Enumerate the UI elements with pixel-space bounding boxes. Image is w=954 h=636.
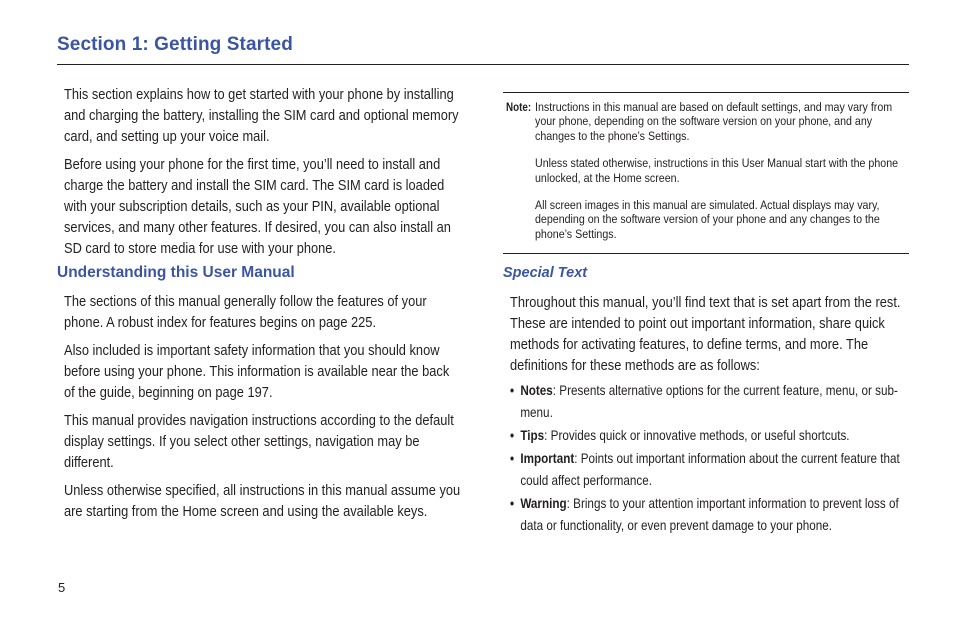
definitions-list: [510, 380, 910, 537]
title-divider: [57, 64, 909, 65]
note-paragraph: Instructions in this manual are based on default settings, and may vary from your phone, depending on the software version on your phone, and any changes to the phone’s Settings.: [535, 100, 893, 143]
list-item: [510, 425, 912, 447]
definition-text: : Points out important information about the current feature that could affect performance.: [520, 451, 900, 488]
intro-section: [64, 85, 464, 267]
definition-text: : Brings to your attention important information to prevent loss of data or functionality, or even prevent damage to your phone.: [520, 496, 899, 533]
special-intro-paragraph: Throughout this manual, you’ll find text that is set apart from the rest. These are intended to point out important information, share quick methods for activating features, to define terms, and more. The definitions for these methods are as follows:: [510, 295, 901, 374]
bullet-icon: •: [510, 451, 515, 466]
note-label: Note:: [506, 100, 532, 114]
bullet-icon: •: [510, 383, 515, 398]
note-body: [535, 100, 909, 254]
definition-term: Tips: [520, 428, 545, 443]
note-paragraph: All screen images in this manual are simulated. Actual displays may vary, depending on the software version of your phone and any changes to the phone’s Settings.: [535, 198, 880, 241]
section-heading-special-text: Special Text: [503, 265, 588, 281]
manual-paragraph: This manual provides navigation instructions according to the default display settings. If you select other settings, navigation may be different.: [64, 413, 454, 471]
section-heading-understanding: Understanding this User Manual: [57, 264, 295, 281]
bullet-icon: •: [510, 496, 515, 511]
definition-term: Warning: [520, 496, 567, 511]
intro-paragraph: This section explains how to get started with your phone by installing and charging the battery, installing the SIM card and optional memory card, and setting up your voice mail.: [64, 87, 459, 145]
page-title: Section 1: Getting Started: [57, 34, 293, 55]
list-item: [510, 493, 912, 537]
note-paragraph: Unless stated otherwise, instructions in this User Manual start with the phone unlocked, at the Home screen.: [535, 156, 899, 185]
page-number: 5: [58, 580, 66, 595]
special-text-section: [510, 293, 910, 538]
note-box: [503, 92, 909, 254]
manual-section: [64, 292, 464, 530]
intro-paragraph: Before using your phone for the first time, you’ll need to install and charge the battery and install the SIM card. The SIM card is loaded with your subscription details, such as your PIN, available optional services, and many other features. If desired, you can also install an SD card to store media for use with your phone.: [64, 157, 451, 257]
list-item: [510, 380, 912, 424]
bullet-icon: •: [510, 428, 515, 443]
definition-term: Notes: [520, 383, 553, 398]
manual-paragraph: The sections of this manual generally follow the features of your phone. A robust index for features begins on page 225.: [64, 294, 427, 331]
manual-paragraph: Unless otherwise specified, all instructions in this manual assume you are starting from the Home screen and using the available keys.: [64, 483, 461, 520]
manual-paragraph: Also included is important safety information that you should know before using your phone. This information is available near the back of the guide, beginning on page 197.: [64, 343, 450, 401]
definition-text: : Presents alternative options for the current feature, menu, or sub-menu.: [520, 383, 898, 420]
definition-term: Important: [520, 451, 575, 466]
definition-text: : Provides quick or innovative methods, or useful shortcuts.: [544, 428, 850, 443]
list-item: [510, 448, 912, 492]
